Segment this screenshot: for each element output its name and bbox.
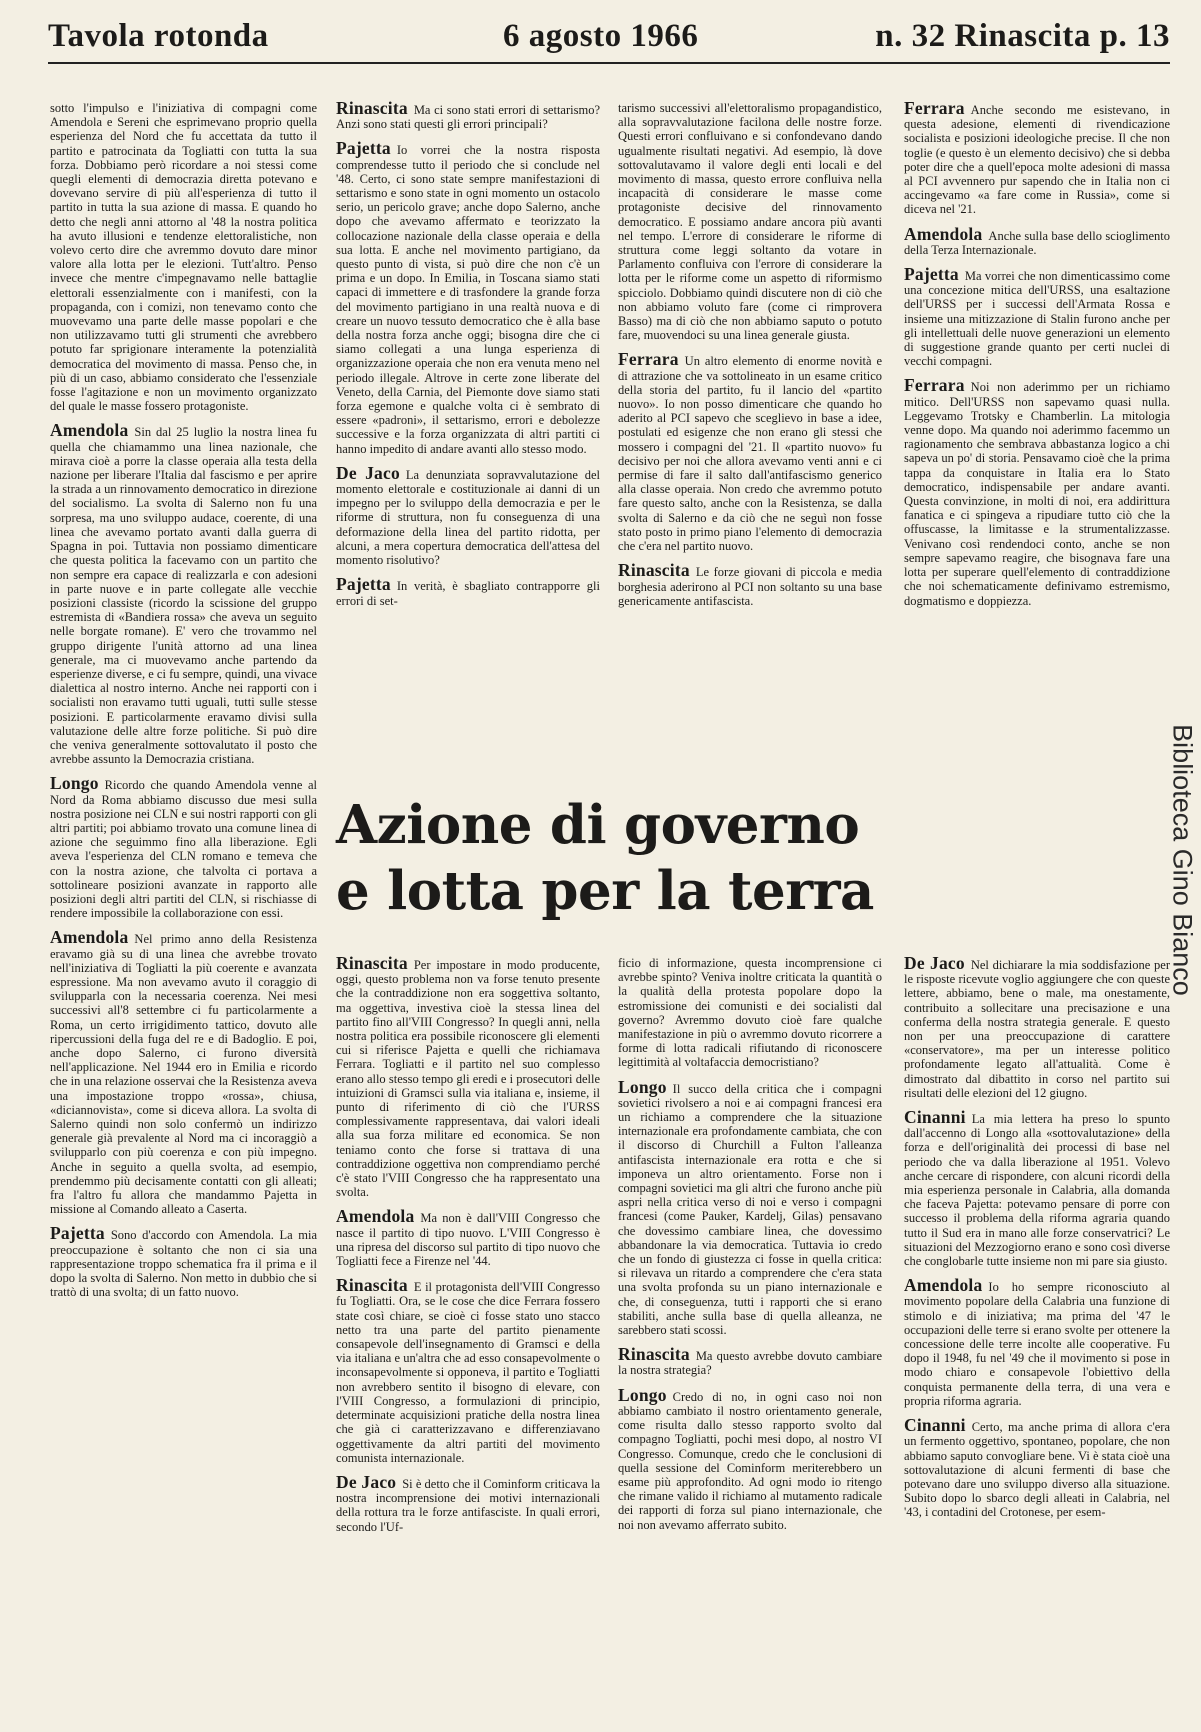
paragraph-text: Io ho sempre riconosciuto al movimento popolare della Calabria una funzione di stimolo e di iniziativa; ma prima del '47 le occupazioni delle terre si erano svolte per ottenere la concessione delle terre incolte alle cooperative. Fu dopo il 1948, fu nel '49 che il movimento si pose in modo chiaro e consapevole l'obiettivo della conquista permanente della terra, di una vera e propria riforma agraria. — [904, 1280, 1170, 1408]
speaker-name: Amendola — [50, 927, 129, 948]
speaker-name: Rinascita — [336, 98, 408, 118]
paragraph — [904, 1107, 1170, 1269]
speaker-name: Amendola — [904, 1275, 983, 1296]
paragraph-text: Nel primo anno della Resistenza eravamo già su di una linea che avrebbe trovato nell'iniziativa di Togliatti la più coerente e avanzata espressione. Ma non avevamo avuto il coraggio di svilupparla con la necessaria coerenza. Nei mesi successivi all'8 settembre ci fu particolarmente a Roma, un certo irrigidimento tattico, dovuto alle ripercussioni della fuga del re e di Badoglio. E poi, anche dopo Salerno, ci furono diversità nell'applicazione. Nel 1944 ero in Emilia e ricordo che in una relazione osservai che la Resistenza aveva una impostazione troppo «rossa», chiusa, «diciannovista», come si diceva allora. La svolta di Salerno quindi non solo confermò un indirizzo generale già prevalente al Nord ma ci incoraggiò a svilupparlo con più coerenza e con più impegno. Anche in seguito a quella svolta, ad esempio, prendemmo più decisamente contatti con gli alleati; fra l'altro fu allora che mandammo Pajetta in missione al Comando alleato a Caserta. — [50, 932, 317, 1217]
paragraph-text: Ma ci sono stati errori di settarismo? Anzi sono stati questi gli errori principali? — [336, 103, 600, 132]
headline-line-2: e lotta per la terra — [336, 860, 874, 922]
speaker-name: Rinascita — [618, 560, 690, 581]
library-stamp: Biblioteca Gino Bianco — [1167, 724, 1198, 996]
speaker-name: Ferrara — [904, 98, 965, 118]
paragraph — [904, 223, 1170, 257]
issue-date: 6 agosto 1966 — [503, 18, 699, 54]
paragraph — [50, 1223, 317, 1300]
paragraph-text: La mia lettera ha preso lo spunto dall'accenno di Longo alla «sottovalutazione» della forza e dell'originalità dei processi di base nel periodo che va dalla liberazione al 1951. Volevo anche cercare di rispondere, con alcuni ricordi della mia esperienza personale in Calabria, alla domanda che faceva Pajetta: potevamo pensare di porre con successo il problema della riforma agraria quando tutto il Sud era in mano alle forze conservatrici? Le situazioni del Mezzogiorno erano e sono così diverse che conglobarle tutte insieme non mi pare sia giusto. — [904, 1112, 1170, 1269]
paragraph-text: Nel dichiarare la mia soddisfazione per le risposte ricevute voglio aggiungere che con queste lettere, abbiamo, bene o male, ma onestamente, contribuito a sollecitare una precisazione e una conferma della nostra strategia generale. E questo non per una preoccupazione di carattere «conservatore», ma per un interesse politico profondamente legato all'attualità. Come è dimostrato dal dibattito in corso nel partito sui risultati delle elezioni del 12 giugno. — [904, 958, 1171, 1100]
speaker-name: Pajetta — [336, 574, 391, 595]
paragraph-text: Le forze giovani di piccola e media borghesia aderirono al PCI non soltanto su una base genericamente antifascista. — [618, 565, 882, 608]
paragraph-text: In verità, è sbagliato contrapporre gli errori di set- — [336, 579, 600, 608]
column-4 — [904, 98, 1170, 618]
paragraph — [904, 98, 1170, 217]
paragraph — [336, 1471, 600, 1534]
section-title: Tavola rotonda — [48, 18, 269, 54]
paragraph-text: Certo, ma anche prima di allora c'era un fermento oggettivo, spontaneo, popolare, che non abbiamo saputo convogliare bene. Vi è stata cioè una sottovalutazione di alcuni fermenti di base che potevano dare uno sviluppo diverso alla situazione. Subito dopo lo sbarco degli alleati in Calabria, nel '43, i contadini del Crotonese, per esem- — [904, 1420, 1170, 1520]
column-5 — [336, 953, 600, 1544]
speaker-name: Pajetta — [50, 1223, 105, 1244]
speaker-name: Amendola — [904, 223, 983, 244]
paragraph-text: Ma vorrei che non dimenticassimo come una concezione mitica dell'URSS, una esaltazione dell'URSS per i successi dell'Armata Rossa e insieme una mitizzazione di Stalin furono anche per gli intellettuali delle nuove generazioni un elemento di suggestione grande quanto per certi nuclei di vecchi compagni. — [904, 269, 1170, 369]
paragraph-text: Anche secondo me esistevano, in questa adesione, elementi di rivendicazione socialista e posizioni ideologiche precise. Il che non toglie (e questo è un elemento decisivo) che si debba poter dire che a quell'epoca molte adesioni di massa al PCI avvennero pur sapendo che in Italia non ci accingevamo «a fare come in Russia», come si diceva nel '21. — [904, 103, 1170, 217]
speaker-name: Amendola — [50, 420, 129, 441]
speaker-name: Longo — [618, 1076, 667, 1097]
paragraph — [336, 1206, 600, 1269]
paragraph — [904, 953, 1171, 1100]
paragraph-text: La denunziata sopravvalutazione del momento elettorale e costituzionale ai danni di un impegno per lo sviluppo della democrazia e per le riforme di struttura, non fu conseguenza di una deformazione della linea del partito ridotta, per alcuni, a mera copertura democratica dell'attesa del momento risolutivo? — [336, 467, 600, 568]
paragraph-text: Anche sulla base dello scioglimento della Terza Internazionale. — [904, 228, 1170, 257]
paragraph — [336, 953, 600, 1200]
paragraph — [50, 101, 317, 413]
headline — [336, 792, 896, 924]
paragraph-text: Ma questo avrebbe dovuto cambiare la nostra strategia? — [618, 1349, 882, 1378]
paragraph — [618, 1384, 882, 1532]
paragraph-text: Sin dal 25 luglio la nostra linea fu quella che chiamammo una linea nazionale, che mirava cioè a porre la classe operaia alla testa della nazione per liberare l'Italia dal fascismo e per aprire la strada a un rinnovamento democratico in direzione del socialismo. La svolta di Salerno non fu una sorpresa, ma uno sviluppo audace, coerente, di una linea che avevamo portato avanti dalla guerra di Spagna in poi. Tuttavia non possiamo dimenticare che questa politica la facevamo con un partito che non sempre era capace di realizzarla e con adesioni in parte nuove e in parte collegate alle vecchie posizioni classiste (ricordo la scissione del gruppo estremista di «Bandiera rossa» che aveva un seguito nelle borgate romane). E' vero che trovammo nel gruppo dirigente l'unità attorno ad una linea generale, ma ci muovevamo anche partendo da esperienze diverse, e ci fu sempre, quindi, una vivace dialettica al nostro interno. Anche nei rapporti con i socialisti non eravamo tutti uguali, tutti sulle stesse posizioni. E particolarmente eravamo divisi sulla valutazione delle altre forze politiche. Si può dire che veniva generalmente sottovalutato il posto che avrebbe assunto la Democrazia cristiana. — [50, 425, 317, 767]
paragraph-text: sotto l'impulso e l'iniziativa di compagni come Amendola e Sereni che esprimevano proprio quella esperienza del Nord che fu accettata da tutto il partito e patrocinata da Togliatti con tutta la sua forza. Dobbiamo però ricordare a noi stessi come quegli elementi di democrazia diretta potevano e dovevano servire di più all'esperienza di tutto il partito in tutta la sua azione di massa. E quando ho detto che negli anni attorno al '48 la nostra politica ha avuto illusioni e tendenze elettoralistiche, non volevo certo dire che avremmo dovuto dare minor valore alla lotta per le elezioni. Tutt'altro. Penso invece che mentre c'impegnavamo nelle battaglie elettorali essenzialmente con i manifesti, con la propaganda, con i comizi, non tenevamo conto che muovevamo una parte delle masse popolari e che non utilizzavamo tutti gli strumenti che avrebbero potuto far sprigionare interamente la potenzialità democratica del movimento di massa. Penso che, in più di un caso, abbiamo considerato che l'essenziale fosse l'agitazione e non un movimento organizzato del quale le masse fossero protagoniste. — [50, 101, 317, 414]
paragraph-text: tarismo successivi all'elettoralismo propagandistico, alla sopravvalutazione facilona delle nostre forze. Questi errori confluivano e si confondevano dando ugualmente risultati negativi. Ad esempio, là dove sottovalutavamo il valore degli enti locali e del movimento di massa, questo errore confluiva nella incapacità di considerare le masse come protagoniste decisive del rinnovamento democratico. E possiamo andare ancora più avanti nel tempo. L'errore di considerare le riforme di struttura come leggi soltanto da votare in Parlamento confluiva con l'errore di considerare la lotta per le riforme come un aspetto di riformismo spicciolo. Dobbiamo quindi discutere non di ciò che non abbiamo voluto fare (come ci rimprovera Basso) ma di ciò che non abbiamo saputo o potuto fare, muovendoci su una linea generale giusta. — [618, 101, 882, 343]
paragraph — [336, 1275, 600, 1465]
speaker-name: De Jaco — [336, 462, 400, 483]
paragraph — [50, 420, 317, 767]
paragraph — [904, 1415, 1170, 1520]
speaker-name: Rinascita — [336, 953, 408, 973]
speaker-name: Pajetta — [904, 264, 959, 285]
paragraph-text: Io vorrei che la nostra risposta comprendesse tutto il periodo che si conclude nel '48. Certo, ci sono state sempre manifestazioni di settarismo e sono state in ogni momento un ostacolo serio, un pericolo grave; anche dopo Salerno, anche dopo che avevamo affermato e teorizzato la collocazione nazionale della classe operaia e della sua lotta. E anche nel movimento partigiano, da questo punto di vista, si può dire che non c'è un prima e un dopo. In Emilia, in Toscana siamo stati capaci di immettere e di trasfondere la grande forza del movimento partigiano in una realtà nuova e di creare un nuovo tessuto democratico che è alla base della nostra forza anche oggi; bisogna dire che ci siamo collegati a una lunga esperienza di organizzazione operaia che non era venuta meno nel periodo illegale. Altrove in certe zone liberate del Veneto, della Carnia, del Piemonte dove siamo stati forza egemone e qualche volta ci è sembrato di essere «padroni», il settarismo, errori e debolezze successive e la forza organizzata di altri partiti ci hanno impedito di andare avanti allo stesso modo. — [336, 143, 600, 456]
speaker-name: Longo — [50, 773, 99, 794]
speaker-name: Ferrara — [904, 375, 965, 396]
paragraph-text: Ricordo che quando Amendola venne al Nord da Roma abbiamo discusso due mesi sulla nostra posizione nei CLN e sui nostri rapporti con gli altri partiti; poi abbiamo trovato una comune linea di azione che seguimmo fino alla liberazione. Egli aveva l'esperienza del CLN romano e temeva che con la nostra azione, che talvolta ci portava a sottolineare posizioni avanzate in rapporto alle posizioni degli altri partiti del CLN, si rischiasse di rendere impossibile la collaborazione con essi. — [50, 778, 317, 921]
paragraph — [904, 375, 1170, 608]
paragraph — [618, 1076, 882, 1338]
paragraph-text: Sono d'accordo con Amendola. La mia preoccupazione è soltanto che non ci sia una rappresentazione troppo schematica fra il prima e il dopo la svolta di Salerno. Non metto in dubbio che si trattò di una svolta; di un fatto nuovo. — [50, 1228, 317, 1300]
paragraph — [336, 98, 600, 132]
paragraph — [618, 1344, 882, 1378]
column-7 — [904, 953, 1171, 1530]
column-1 — [50, 101, 317, 1309]
speaker-name: Ferrara — [618, 349, 679, 370]
paragraph — [618, 956, 882, 1070]
speaker-name: Cinanni — [904, 1107, 966, 1128]
paragraph-text: Noi non aderimmo per un richiamo mitico. Dell'URSS non sapevamo quasi nulla. Leggevamo Trotsky e Chamberlin. La mitologia venne dopo. Ma quando noi aderimmo facemmo un ragionamento che sembrava abbastanza logico a chi sapeva un po' di storia. Pensavamo cioè che la prima tappa da conquistare in Italia era lo Stato democratico, indispensabile per andare avanti. Questa convinzione, in molti di noi, era addirittura fanatica e ci spingeva a ripudiare tutto ciò che la offuscasse, la limitasse e la strumentalizzasse. Venivano così rendendoci conto, anche se non sempre sapevamo reagire, che bisognava fare una lotta per superare quell'elemento di contraddizione che noi schematicamente definivamo estremismo, dogmatismo e doppiezza. — [904, 380, 1170, 608]
paragraph — [336, 462, 600, 568]
paragraph — [618, 101, 882, 342]
paragraph — [50, 927, 317, 1217]
paragraph-text: Un altro elemento di enorme novità e di attrazione che va sottolineato in un esame critico della storia del partito, fu il lancio del «partito nuovo». Io non posso dimenticare che quando ho aderito al PCI sapevo che sceglievo in base a idee, postulati ed esigenze che non erano gli stessi che mossero i compagni del '21. Il «partito nuovo» fu decisivo per noi che allora avevamo venti anni e ci permise di fare il salto dall'antifascismo generico alla classe operaia. Non credo che avremmo potuto fare questo salto, anche con la Resistenza, se dalla svolta di Salerno e da ciò che ne seguì non fosse stato posto in primo piano l'elemento di democrazia che c'era nel partito nuovo. — [618, 354, 882, 554]
paragraph — [336, 138, 600, 456]
paragraph-text: Si è detto che il Cominform criticava la nostra incomprensione dei motivi internazionali della rottura tra le forze antifasciste. In quali errori, secondo l'Uf- — [336, 1476, 600, 1534]
paragraph-text: Ma non è dall'VIII Congresso che nasce il partito di tipo nuovo. L'VIII Congresso è una ripresa del discorso sul partito di tipo nuovo che Togliatti fece a Firenze nel '44. — [336, 1211, 600, 1269]
speaker-name: Pajetta — [336, 138, 391, 159]
issue-info: n. 32 Rinascita p. 13 — [875, 18, 1170, 54]
speaker-name: Cinanni — [904, 1415, 966, 1436]
page-header — [48, 18, 1170, 62]
speaker-name: Rinascita — [618, 1344, 690, 1365]
column-2 — [336, 98, 600, 618]
speaker-name: Amendola — [336, 1206, 415, 1227]
paragraph — [618, 560, 882, 608]
paragraph-text: Per impostare in modo producente, oggi, questo problema non va forse tenuto presente che la contraddizione non era soggettiva soltanto, ma oggettiva, investiva cioè la stessa linea del partito fino all'VIII Congresso? In quegli anni, nella nostra politica era possibile riconoscere gli elementi cui si riferisce Pajetta e quelli che richiamava Ferrara. Togliatti e il partito nel suo complesso erano allo stesso tempo gli eredi e i prosecutori delle intuizioni di Gramsci sulla via italiana e, insieme, il punto di riferimento di ciò che l'URSS complessivamente rappresentava, dai valori ideali alla sua forza militare ed economica. Se non teniamo conto che forse si trattava di una contraddizione oggettiva non comprendiamo perché c'è stato l'VIII Congresso che ha rappresentato una svolta. — [336, 958, 600, 1200]
header-rule — [48, 62, 1170, 64]
paragraph-text: ficio di informazione, questa incomprensione ci avrebbe spinto? Veniva inoltre criticata la quantità o la qualità della protesta popolare dopo la estromissione dei comunisti e dei socialisti dal governo? Avremmo dovuto cioè fare qualche manifestazione in più o avremmo dovuto ricorrere a forme di lotta radicali rifiutando di riconoscere legittimità al voltafaccia democristiano? — [618, 956, 882, 1070]
speaker-name: De Jaco — [336, 1471, 397, 1492]
speaker-name: De Jaco — [904, 953, 965, 973]
paragraph-text: Credo di no, in ogni caso noi non abbiamo cambiato il nostro orientamento generale, come risulta dallo stesso rapporto svolto dal compagno Togliatti, pochi mesi dopo, al nostro VI Congresso. Comunque, credo che le conclusioni di quella sessione del Cominform meriterebbero un esame più approfondito. Ad ogni modo io ritengo che rimane valido il richiamo al mutamento radicale dei rapporti di forza sul piano internazionale, che noi non avevamo afferrato subito. — [618, 1389, 882, 1532]
paragraph — [904, 264, 1170, 369]
paragraph — [50, 773, 317, 921]
paragraph-text: Il succo della critica che i compagni sovietici rivolsero a noi e ai compagni francesi era un richiamo a comprendere che la situazione internazionale era profondamente cambiata, che con il discorso di Churchill a Fulton l'alleanza antifascista internazionale era rotta e che si imponeva un altro orientamento. Forse non i compagni sovietici ma gli altri che furono anche più aspri nella critica verso di noi e verso i compagni francesi (come Pauker, Kardelj, Gilas) pensavano che dovessimo cambiare linea, che dovessimo abbandonare la via democratica. Tuttavia io credo che un fondo di giustezza ci fosse in quella critica: si rilevava un ritardo a comprendere che c'era stata una svolta profonda su un piano internazionale e che, di conseguenza, tutti i rapporti che si erano stabiliti, anche sulla base di quella alleanza, ne sarebbero stati scossi. — [618, 1081, 882, 1338]
paragraph — [336, 574, 600, 608]
speaker-name: Longo — [618, 1384, 667, 1405]
column-3 — [618, 101, 882, 618]
headline-line-1: Azione di governo — [336, 794, 860, 856]
speaker-name: Rinascita — [336, 1275, 408, 1296]
column-6 — [618, 956, 882, 1542]
paragraph-text: E il protagonista dell'VIII Congresso fu Togliatti. Ora, se le cose che dice Ferrara fossero state così chiare, se cioè ci fosse stato uno stacco netto tra una parte del partito pienamente consapevole dell'insegnamento di Gramsci e della via italiana e un'altra che ad esso consapevolmente o inconsapevolmente si opponeva, il partito e Togliatti non avrebbero sentito il bisogno di elevare, con l'VIII Congresso, a formulazioni di principio, determinate acquisizioni pratiche della nostra linea che già ci caratterizzavano e differenziavano oggettivamente da altri partiti del movimento comunista internazionale. — [336, 1280, 600, 1465]
paragraph — [618, 349, 882, 554]
paragraph — [904, 1275, 1170, 1408]
